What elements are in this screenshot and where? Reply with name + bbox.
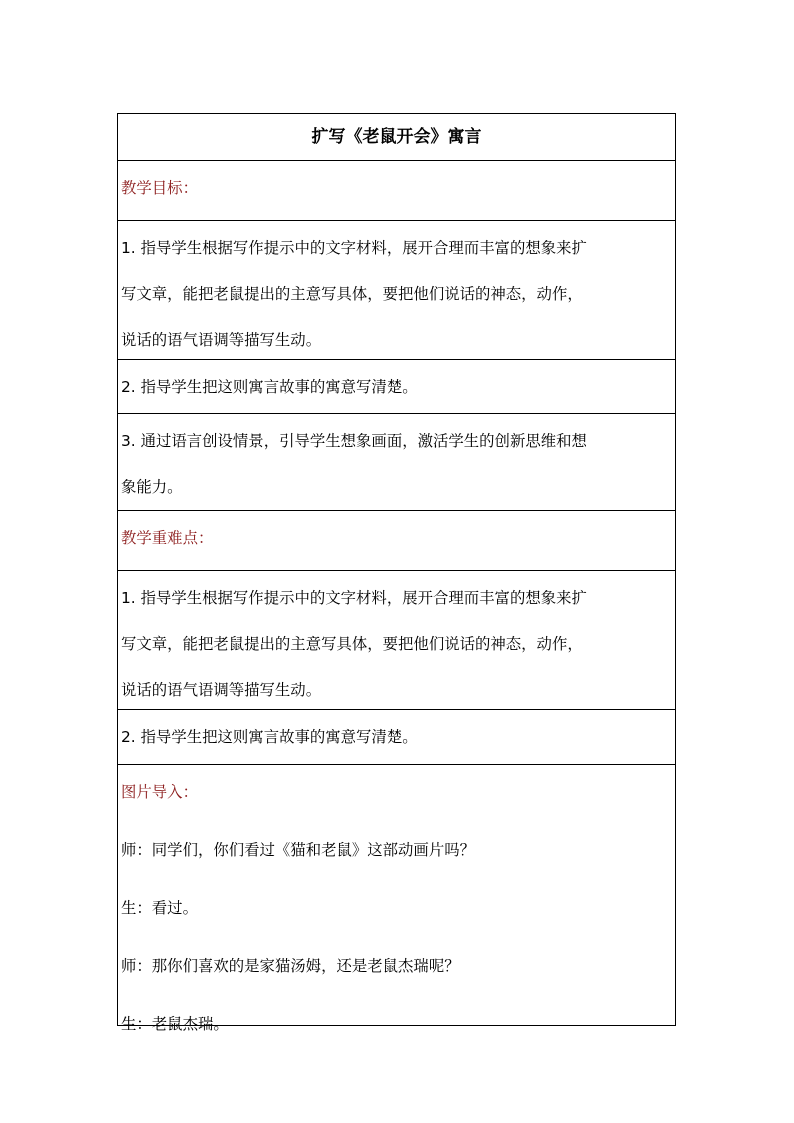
dialog-line-2: 生：看过。 <box>121 899 198 917</box>
objective-3-line-2: 象能力。 <box>121 478 183 496</box>
lesson-plan-table <box>117 113 676 1033</box>
key-points-heading-row <box>118 510 675 570</box>
key-point-2-line-1: 2. 指导学生把这则寓言故事的寓意写清楚。 <box>121 728 418 746</box>
objective-3-line-1: 3. 通过语言创设情景，引导学生想象画面，激活学生的创新思维和想 <box>121 432 587 450</box>
objectives-heading: 教学目标： <box>121 179 198 197</box>
dialog-line-4: 生：老鼠杰瑞。 <box>121 1015 229 1033</box>
key-points-heading: 教学重难点： <box>121 529 214 547</box>
objective-1-line-3: 说话的语气语调等描写生动。 <box>121 331 322 349</box>
objective-2-line-1: 2. 指导学生把这则寓言故事的寓意写清楚。 <box>121 378 418 396</box>
intro-section <box>118 764 675 1033</box>
key-point-item-2 <box>118 709 675 764</box>
key-point-1-line-3: 说话的语气语调等描写生动。 <box>121 681 322 699</box>
objective-1-line-2: 写文章，能把老鼠提出的主意写具体，要把他们说话的神态，动作， <box>121 285 583 303</box>
dialog-line-3: 师：那你们喜欢的是家猫汤姆，还是老鼠杰瑞呢？ <box>121 957 460 975</box>
objective-item-3 <box>118 413 675 510</box>
intro-heading: 图片导入： <box>121 783 198 801</box>
key-point-1-line-1: 1. 指导学生根据写作提示中的文字材料，展开合理而丰富的想象来扩 <box>121 589 587 607</box>
objective-item-2 <box>118 359 675 413</box>
document-title: 扩写《老鼠开会》寓言 <box>311 127 482 147</box>
objectives-heading-row <box>118 160 675 220</box>
objective-1-line-1: 1. 指导学生根据写作提示中的文字材料，展开合理而丰富的想象来扩 <box>121 239 587 257</box>
key-point-1-line-2: 写文章，能把老鼠提出的主意写具体，要把他们说话的神态，动作， <box>121 635 583 653</box>
key-point-item-1 <box>118 570 675 709</box>
objective-item-1 <box>118 220 675 359</box>
dialog-line-1: 师：同学们，你们看过《猫和老鼠》这部动画片吗？ <box>121 841 475 859</box>
